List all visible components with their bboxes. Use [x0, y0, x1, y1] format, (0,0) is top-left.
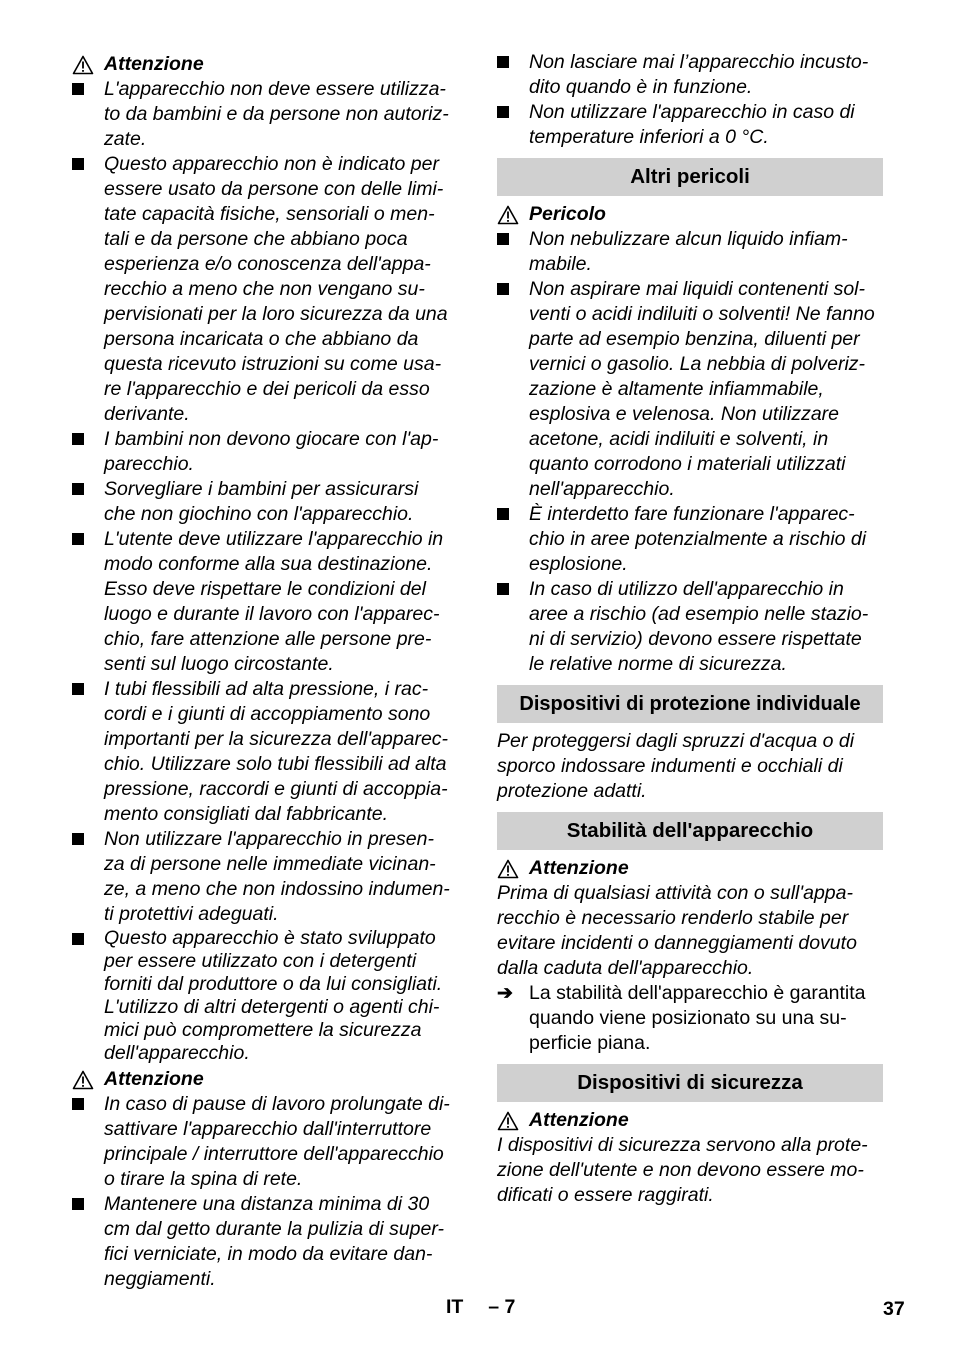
text-line: L'apparecchio non deve essere utilizza- [104, 78, 446, 100]
section-heading-dispositivi-protezione: Dispositivi di protezione individuale [497, 685, 883, 723]
text-line: dito quando è in funzione. [529, 76, 753, 98]
text-line: esplosione. [529, 553, 628, 575]
square-bullet-icon [72, 483, 84, 495]
text-line: pressione, raccordi e giunti di accoppia- [104, 778, 448, 800]
text-line: to da bambini e da persone non autoriz- [104, 103, 449, 125]
text-line: L'utente deve utilizzare l'apparecchio in [104, 528, 444, 550]
text-line: chio, fare attenzione alle persone pre- [104, 628, 432, 650]
arrow-right-icon: ➔ [497, 983, 513, 1004]
square-bullet-icon [72, 933, 84, 945]
section-heading-stabilita: Stabilità dell'apparecchio [497, 812, 883, 850]
list-item [72, 677, 462, 827]
text-line: ti protettivi adeguati. [104, 903, 279, 925]
list-item [72, 527, 462, 677]
warning-triangle-icon [497, 205, 519, 225]
text-line: protezione adatti. [497, 780, 647, 802]
list-item [72, 927, 462, 1065]
warning-attenzione [497, 1108, 883, 1133]
square-bullet-icon [72, 683, 84, 695]
warning-triangle-icon [72, 1070, 94, 1090]
text-line: I bambini non devono giocare con l'ap- [104, 428, 439, 450]
text-line: neggiamenti. [104, 1268, 216, 1290]
text-line: re l'apparecchio e dei pericoli da esso [104, 378, 430, 400]
text-line: vernici o gasolio. La nebbia di polveriz- [529, 353, 866, 375]
right-column [497, 50, 883, 1208]
text-line: recchio a meno che non vengano su- [104, 278, 425, 300]
square-bullet-icon [72, 83, 84, 95]
warning-label: Pericolo [529, 203, 606, 225]
list-item [497, 577, 883, 677]
text-line: quando viene posizionato su una su- [529, 1007, 847, 1029]
text-line: esperienza e/o conoscenza dell'appa- [104, 253, 431, 275]
list-item [72, 1192, 462, 1292]
text-line: Questo apparecchio non è indicato per [104, 153, 439, 175]
warning-label: Attenzione [104, 1068, 204, 1090]
text-line: Non aspirare mai liquidi contenenti sol- [529, 278, 866, 300]
text-line: Non utilizzare l'apparecchio in caso di [529, 101, 855, 123]
text-line: Non nebulizzare alcun liquido infiam- [529, 228, 848, 250]
text-line: tali e da persone che abbiano poca [104, 228, 408, 250]
text-line: I tubi flessibili ad alta pressione, i rac- [104, 678, 429, 700]
square-bullet-icon [497, 233, 509, 245]
page-number: 37 [883, 1298, 905, 1320]
text-line: essere usato da persone con delle limi- [104, 178, 444, 200]
text-line: acetone, acidi indiluiti e solventi, in [529, 428, 829, 450]
text-line: ze, a meno che non indossino indumen- [104, 878, 450, 900]
text-line: modo conforme alla sua destinazione. [104, 553, 433, 575]
list-item [497, 50, 883, 100]
list-item [72, 152, 462, 427]
text-line: chio. Utilizzare solo tubi flessibili ad alta [104, 753, 447, 775]
warning-attenzione [497, 856, 883, 881]
text-line: evitare incidenti o danneggiamenti dovuto [497, 932, 857, 954]
list-item [72, 77, 462, 152]
section-heading-altri-pericoli: Altri pericoli [497, 158, 883, 196]
square-bullet-icon [497, 508, 509, 520]
warning-triangle-icon [72, 55, 94, 75]
square-bullet-icon [497, 283, 509, 295]
text-line: Prima di qualsiasi attività con o sull'appa- [497, 882, 853, 904]
text-line: persona incaricata o che abbiano da [104, 328, 419, 350]
text-line: senti sul luogo circostante. [104, 653, 334, 675]
square-bullet-icon [497, 583, 509, 595]
text-line: La stabilità dell'apparecchio è garantita [529, 982, 866, 1004]
section-heading-dispositivi-sicurezza: Dispositivi di sicurezza [497, 1064, 883, 1102]
text-line: recchio è necessario renderlo stabile per [497, 907, 849, 929]
text-line: per essere utilizzato con i detergenti [104, 950, 417, 972]
text-line: mento consigliati dal fabbricante. [104, 803, 388, 825]
footer-section-page: – 7 [488, 1296, 516, 1318]
list-item [72, 1092, 462, 1192]
paragraph [497, 881, 883, 981]
text-line: tate capacità fisiche, sensoriali o men- [104, 203, 435, 225]
text-line: Mantenere una distanza minima di 30 [104, 1193, 430, 1215]
text-line: chio in aree potenzialmente a rischio di [529, 528, 867, 550]
result-item [497, 981, 883, 1056]
text-line: parecchio. [104, 453, 194, 475]
footer-language: IT [446, 1296, 464, 1318]
text-line: le relative norme di sicurezza. [529, 653, 787, 675]
text-line: importanti per la sicurezza dell'apparec- [104, 728, 449, 750]
square-bullet-icon [72, 833, 84, 845]
text-line: sporco indossare indumenti e occhiali di [497, 755, 843, 777]
text-line: che non giochino con l'apparecchio. [104, 503, 414, 525]
text-line: cm dal getto durante la pulizia di super- [104, 1218, 445, 1240]
text-line: Non lasciare mai l’apparecchio incusto- [529, 51, 869, 73]
text-line: dell'apparecchio. [104, 1042, 250, 1064]
text-line: L'utilizzo di altri detergenti o agenti chi- [104, 996, 440, 1018]
text-line: venti o acidi indiluiti o solventi! Ne fanno [529, 303, 875, 325]
text-line: derivante. [104, 403, 190, 425]
text-line: zate. [104, 128, 147, 150]
text-line: nell'apparecchio. [529, 478, 675, 500]
paragraph [497, 729, 883, 804]
text-line: temperature inferiori a 0 °C. [529, 126, 769, 148]
text-line: Non utilizzare l'apparecchio in presen- [104, 828, 434, 850]
list-item [497, 100, 883, 150]
text-line: zazione è altamente infiammabile, [529, 378, 824, 400]
list-item [72, 427, 462, 477]
text-line: sattivare l'apparecchio dall'interruttore [104, 1118, 432, 1140]
square-bullet-icon [72, 433, 84, 445]
list-item [497, 227, 883, 277]
list-item [72, 477, 462, 527]
text-line: quanto corrodono i materiali utilizzati [529, 453, 846, 475]
text-line: fici verniciate, in modo da evitare dan- [104, 1243, 433, 1265]
square-bullet-icon [72, 158, 84, 170]
warning-attenzione [72, 52, 462, 77]
text-line: Esso deve rispettare le condizioni del [104, 578, 426, 600]
text-line: perficie piana. [529, 1032, 651, 1054]
square-bullet-icon [497, 56, 509, 68]
text-line: principale / interruttore dell'apparecchio [104, 1143, 444, 1165]
warning-label: Attenzione [529, 857, 629, 879]
text-line: za di persone nelle immediate vicinan- [104, 853, 436, 875]
text-line: parte ad esempio benzina, diluenti per [529, 328, 860, 350]
square-bullet-icon [72, 533, 84, 545]
text-line: ni di servizio) devono essere rispettate [529, 628, 862, 650]
list-item [497, 502, 883, 577]
text-line: Sorvegliare i bambini per assicurarsi [104, 478, 419, 500]
text-line: mabile. [529, 253, 592, 275]
text-line: dalla caduta dell'apparecchio. [497, 957, 754, 979]
warning-attenzione [72, 1067, 462, 1092]
text-line: mici può compromettere la sicurezza [104, 1019, 422, 1041]
text-line: luogo e durante il lavoro con l'apparec- [104, 603, 440, 625]
text-line: In caso di utilizzo dell'apparecchio in [529, 578, 844, 600]
warning-label: Attenzione [104, 53, 204, 75]
warning-triangle-icon [497, 1111, 519, 1131]
text-line: Per proteggersi dagli spruzzi d'acqua o di [497, 730, 855, 752]
text-line: Questo apparecchio è stato sviluppato [104, 927, 436, 949]
left-column [72, 50, 462, 1292]
text-line: I dispositivi di sicurezza servono alla prote- [497, 1134, 868, 1156]
warning-triangle-icon [497, 859, 519, 879]
text-line: pervisionati per la loro sicurezza da una [104, 303, 448, 325]
text-line: esplosiva e velenosa. Non utilizzare [529, 403, 840, 425]
text-line: questa ricevuto istruzioni su come usa- [104, 353, 442, 375]
text-line: In caso di pause di lavoro prolungate di- [104, 1093, 450, 1115]
text-line: o tirare la spina di rete. [104, 1168, 303, 1190]
square-bullet-icon [72, 1098, 84, 1110]
text-line: zione dell'utente e non devono essere mo- [497, 1159, 864, 1181]
paragraph [497, 1133, 883, 1208]
list-item [497, 277, 883, 502]
text-line: È interdetto fare funzionare l'apparec- [529, 503, 855, 525]
square-bullet-icon [72, 1198, 84, 1210]
text-line: dificati o essere raggirati. [497, 1184, 714, 1206]
text-line: cordi e i giunti di accoppiamento sono [104, 703, 431, 725]
text-line: forniti dal produttore o da lui consigliati. [104, 973, 443, 995]
text-line: aree a rischio (ad esempio nelle stazio- [529, 603, 869, 625]
square-bullet-icon [497, 106, 509, 118]
list-item [72, 827, 462, 927]
footer-section-label [446, 1296, 515, 1319]
warning-pericolo [497, 202, 883, 227]
warning-label: Attenzione [529, 1109, 629, 1131]
